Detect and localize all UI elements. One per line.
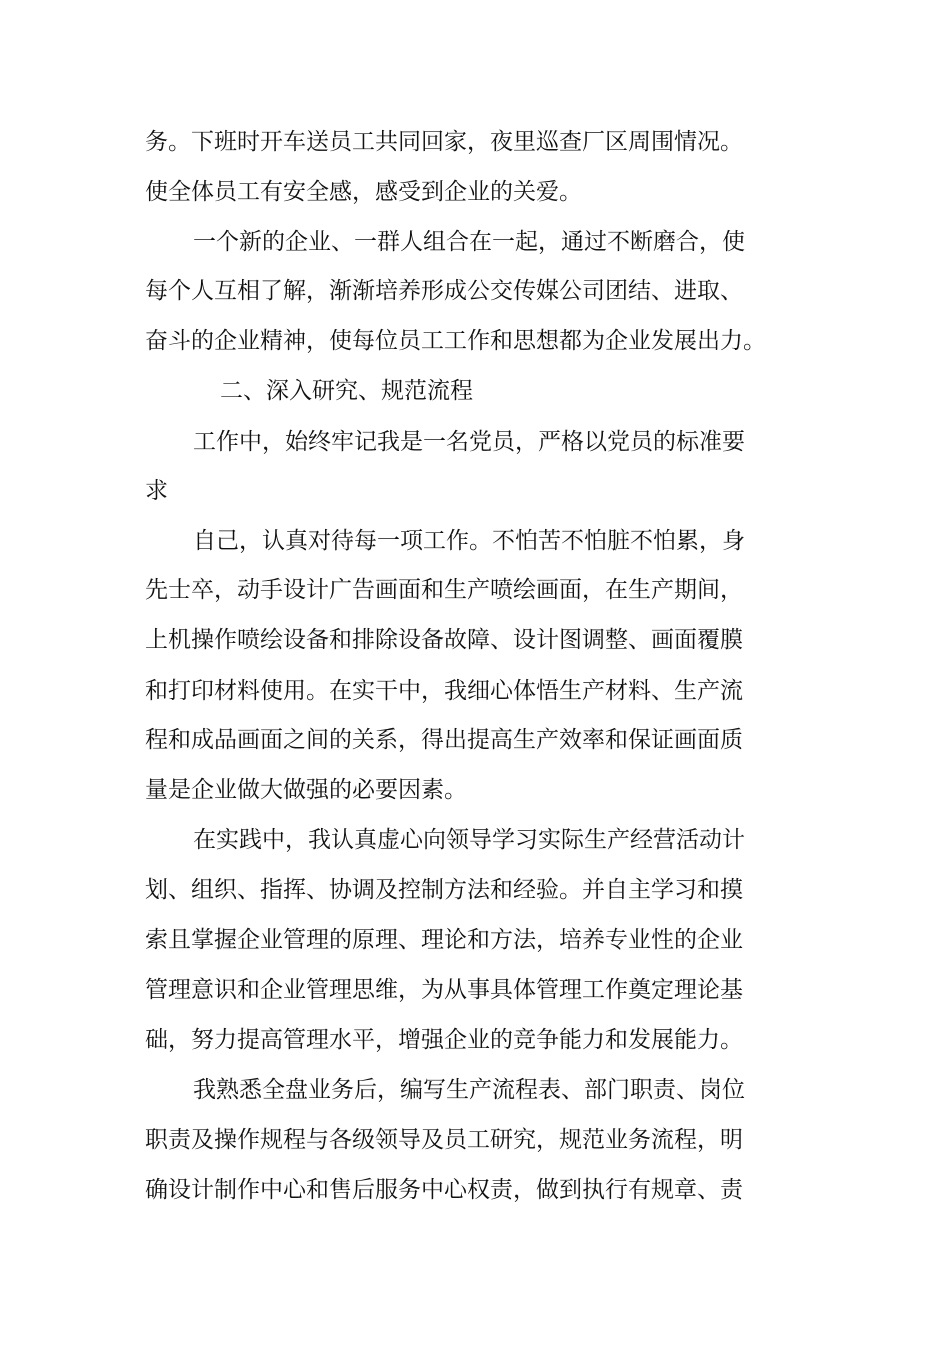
text-line: 一个新的企业、一群人组合在一起，通过不断磨合，使 xyxy=(193,229,745,255)
text-line: 使全体员工有安全感，感受到企业的关爱。 xyxy=(145,179,582,205)
text-line: 我熟悉全盘业务后，编写生产流程表、部门职责、岗位 xyxy=(193,1077,745,1103)
text-line: 础，努力提高管理水平，增强企业的竞争能力和发展能力。 xyxy=(145,1027,743,1053)
text-line: 自己，认真对待每一项工作。不怕苦不怕脏不怕累，身 xyxy=(193,528,745,554)
text-line: 程和成品画面之间的关系，得出提高生产效率和保证画面质 xyxy=(145,727,743,753)
text-line: 划、组织、指挥、协调及控制方法和经验。并自主学习和摸 xyxy=(145,877,743,903)
text-line: 管理意识和企业管理思维，为从事具体管理工作奠定理论基 xyxy=(145,977,743,1003)
text-line: 确设计制作中心和售后服务中心权责，做到执行有规章、责 xyxy=(145,1177,743,1203)
text-line: 上机操作喷绘设备和排除设备故障、设计图调整、画面覆膜 xyxy=(145,627,743,653)
text-line: 在实践中，我认真虚心向领导学习实际生产经营活动计 xyxy=(193,827,745,853)
text-line: 务。下班时开车送员工共同回家，夜里巡查厂区周围情况。 xyxy=(145,129,743,155)
text-line: 职责及操作规程与各级领导及员工研究，规范业务流程，明 xyxy=(145,1127,743,1153)
text-line: 每个人互相了解，渐渐培养形成公交传媒公司团结、进取、 xyxy=(145,278,743,304)
text-line: 和打印材料使用。在实干中，我细心体悟生产材料、生产流 xyxy=(145,678,743,704)
section-heading: 二、深入研究、规范流程 xyxy=(220,378,473,404)
text-line: 先士卒，动手设计广告画面和生产喷绘画面，在生产期间， xyxy=(145,577,743,603)
text-line: 索且掌握企业管理的原理、理论和方法，培养专业性的企业 xyxy=(145,927,743,953)
text-line: 工作中，始终牢记我是一名党员，严格以党员的标准要 xyxy=(193,429,745,455)
text-line: 奋斗的企业精神，使每位员工工作和思想都为企业发展出力。 xyxy=(145,328,766,354)
text-line: 求 xyxy=(145,478,168,504)
text-line: 量是企业做大做强的必要因素。 xyxy=(145,777,467,803)
